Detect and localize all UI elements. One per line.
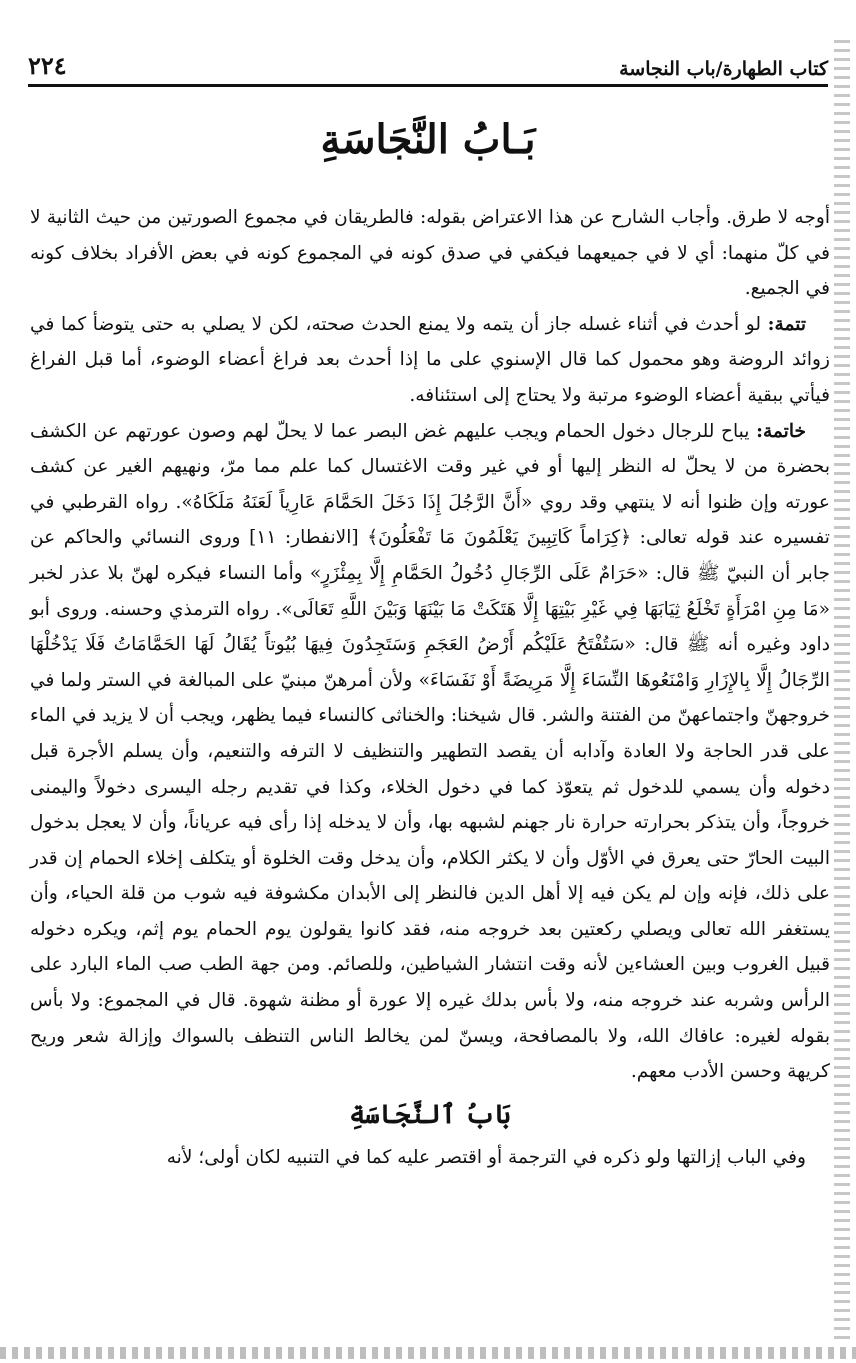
page-body [30,200,830,1175]
section-heading: بَابُ ٱلنَّجَاسَةِ [349,1099,511,1130]
paragraph-term: خاتمة: [756,420,806,442]
page-number: ٢٢٤ [28,51,67,80]
decorative-border-right [834,40,850,1340]
page-header [28,40,828,80]
paragraph-khatima [30,414,830,1090]
running-title: كتاب الطهارة/باب النجاسة [619,58,828,80]
paragraph-text: يباح للرجال دخول الحمام ويجب عليهم غض البصر عما لا يحلّ لهم وصون عورتهم عن الكشف بحضرة من لا يحلّ له النظر إليها أو في غير وقت الاغتسال كما علم مما مرّ، ونهيهم الغير عن كشف عورته وإن ظنوا أنه لا ينتهي وقد روي «أَنَّ الرَّجُلَ إِذَا دَخَلَ الحَمَّامَ عَارِياً لَعَنَهُ مَلَكَاهُ». رواه القرطبي في تفسيره عند قوله تعالى: ﴿كِرَاماً كَاتِبِينَ يَعْلَمُونَ مَا تَفْعَلُونَ﴾ [الانفطار: ١١] وروى النسائي والحاكم عن جابر أن النبيّ ﷺ قال: «حَرَامٌ عَلَى الرِّجَالِ دُخُولُ الحَمَّامِ إِلَّا بِمِئْزَرٍ» وأما النساء فيكره لهنّ بلا عذر لخبر «مَا مِنِ امْرَأَةٍ تَخْلَعُ ثِيَابَهَا فِي غَيْرِ بَيْتِهَا إِلَّا هَتَكَتْ مَا بَيْنَهَا وَبَيْنَ اللَّهِ تَعَالَى». رواه الترمذي وحسنه. وروى أبو داود وغيره أنه ﷺ قال: «سَتُفْتَحُ عَلَيْكُم أَرْضُ العَجَمِ وَسَتَجِدُونَ فِيهَا بُيُوتاً يُقَالُ لَهَا الحَمَّامَاتُ فَلَا يَدْخُلْهَا الرِّجَالُ إِلَّا بِالإِزَارِ وَامْنَعُوهَا النِّسَاءَ إِلَّا مَرِيضَةً أَوْ نَفَسَاءَ» ولأن أمرهنّ مبنيّ على المبالغة في الستر ولما في خروجهنّ واجتماعهنّ من الفتنة والشر. قال شيخنا: والخناثى كالنساء فيما يظهر، ويجب أن لا يزيد في الماء على قدر الحاجة ولا العادة وآدابه أن يقصد التطهير والتنظيف لا الترفه والتنعيم، وأن يسلم الأجرة قبل دخوله وأن يسمي للدخول ثم يتعوّذ كما في دخول الخلاء، وكذا في تقديم رجله اليسرى دخولاً واليمنى خروجاً، وأن يتذكر بحرارته حرارة نار جهنم لشبهه بها، وأن لا يدخله إذا رأى فيه عرياناً، وأن لا يعجل بدخول البيت الحارّ حتى يعرق في الأوّل وأن لا يكثر الكلام، وأن يدخل وقت الخلوة أو يتكلف إخلاء الحمام إن قدر على ذلك، فإنه وإن لم يكن فيه إلا أهل الدين فالنظر إلى الأبدان مكشوفة فيه شوب من قلة الحياء، وأن يستغفر الله تعالى ويصلي ركعتين بعد خروجه منه، فقد كانوا يقولون يوم الحمام يوم إثم، ويكره دخوله قبيل الغروب وبين العشاءين لأنه وقت انتشار الشياطين، وللصائم. ومن جهة الطب صب الماء البارد على الرأس وشربه عند خروجه منه، ولا بأس بدلك غيره إلا عورة أو مظنة شهوة. قال في المجموع: ولا بأس بقوله لغيره: عافاك الله، ولا بالمصافحة، ويسنّ لمن يخالط الناس التنظف بالسواك وإزالة شعر وريح كريهة وحسن الأدب معهم. [30,420,830,1083]
paragraph-term: تتمة: [767,313,806,335]
paragraph-text: لو أحدث في أثناء غسله جاز أن يتمه ولا يمنع الحدث صحته، لكن لا يصلي به حتى يتوضأ كما في زوائد الروضة وهو محمول كما قال الإسنوي على ما إذا أحدث بعد فراغ أعضاء الوضوء، أما قبل الفراغ فيأتي ببقية أعضاء الوضوء مرتبة ولا يحتاج إلى استئنافه. [30,313,830,406]
decorative-border-bottom [0,1347,856,1359]
header-rule [28,84,828,87]
chapter-title: بَـابُ النَّجَاسَةِ [320,116,536,163]
paragraph-tatimma [30,307,830,414]
paragraph-last-line [30,1140,830,1176]
paragraph-text: أوجه لا طرق. وأجاب الشارح عن هذا الاعتراض بقوله: فالطريقان في مجموع الصورتين من حيث الثانية لا في كلّ منهما: أي لا في جميعهما فيكفي في صدق كونه في المجموع كونه في بعض الأفراد بخلاف كونه في الجميع. [30,207,830,300]
paragraph-text: وفي الباب إزالتها ولو ذكره في الترجمة أو اقتصر عليه كما في التنبيه لكان أولى؛ لأنه [166,1146,806,1168]
paragraph-intro [30,200,830,307]
